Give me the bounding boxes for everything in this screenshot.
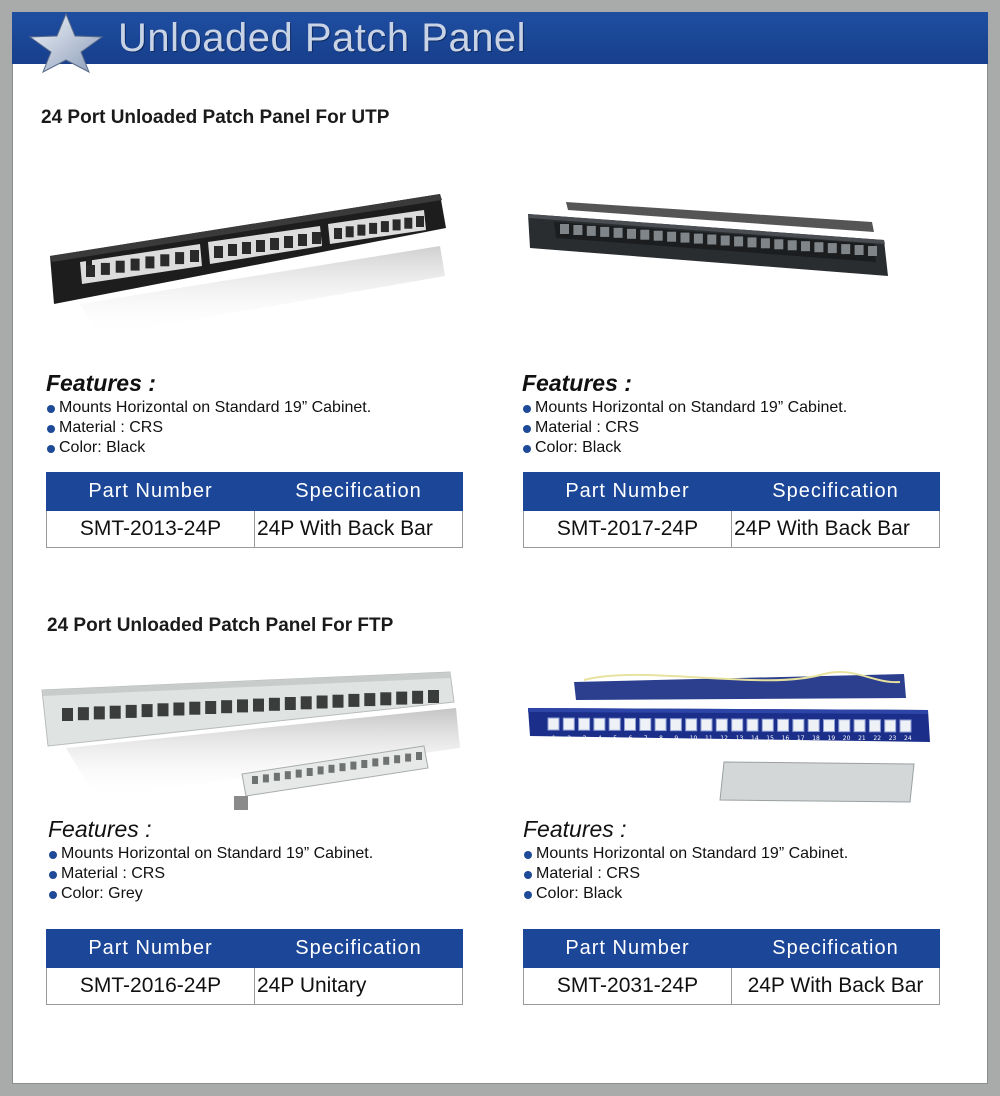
list-item <box>48 844 373 864</box>
port-slot <box>285 697 296 710</box>
port-slot <box>340 763 346 771</box>
port-slot <box>778 719 789 731</box>
star-icon <box>26 10 106 74</box>
port-slot <box>145 256 154 268</box>
column-header-part-number: Part Number <box>524 473 732 511</box>
port-number-label: 9 <box>674 735 679 742</box>
port-slot <box>762 719 773 731</box>
column-header-specification: Specification <box>255 473 463 511</box>
port-slot <box>142 704 153 717</box>
port-slot <box>274 773 280 781</box>
port-number-label: 2 <box>567 735 572 742</box>
feature-text: Mounts Horizontal on Standard 19” Cabinet. <box>61 845 374 862</box>
port-number-label: 19 <box>827 735 836 742</box>
port-slot <box>600 227 609 237</box>
port-slot <box>548 718 559 730</box>
port-slot <box>841 244 850 254</box>
port-slot <box>126 705 137 718</box>
port-slot <box>428 690 439 703</box>
port-slot <box>317 696 328 709</box>
port-slot <box>62 708 73 721</box>
port-slot <box>301 696 312 709</box>
port-slot <box>269 698 280 711</box>
list-item <box>523 844 848 864</box>
table-row <box>524 511 940 548</box>
port-slot <box>312 232 321 244</box>
spec-table <box>46 929 463 1005</box>
port-number-label: 21 <box>858 735 866 742</box>
column-header-part-number: Part Number <box>47 930 255 968</box>
port-slot <box>318 766 324 774</box>
table-row <box>47 968 463 1005</box>
port-slot <box>747 719 758 731</box>
port-slot <box>263 774 269 782</box>
list-item <box>523 884 848 904</box>
port-slot <box>393 219 401 230</box>
section-heading-utp: 24 Port Unloaded Patch Panel For UTP <box>41 107 390 128</box>
port-number-label: 24 <box>904 735 912 742</box>
port-slot <box>285 771 291 779</box>
port-slot <box>158 703 169 716</box>
bullet-dot-icon <box>523 425 531 433</box>
port-slot <box>396 692 407 705</box>
port-slot <box>721 236 730 246</box>
bullet-dot-icon <box>524 891 532 899</box>
port-slot <box>655 719 666 731</box>
feature-text: Color: Grey <box>61 885 143 902</box>
port-number-label: 1 <box>552 735 556 742</box>
feature-text: Material : CRS <box>59 419 164 436</box>
list-item <box>46 438 371 458</box>
feature-list <box>46 398 371 458</box>
port-number-label: 16 <box>781 735 790 742</box>
port-number-label: 15 <box>766 735 774 742</box>
port-number-label: 6 <box>628 735 633 742</box>
bullet-dot-icon <box>49 871 57 879</box>
port-slot <box>372 758 378 766</box>
port-slot <box>237 699 248 712</box>
port-slot <box>228 244 237 256</box>
list-item <box>522 398 847 418</box>
port-slot <box>707 235 716 245</box>
specification-cell: 24P With Back Bar <box>255 511 463 548</box>
port-number-label: 18 <box>812 735 820 742</box>
port-slot <box>296 770 302 778</box>
port-slot <box>346 226 354 237</box>
port-slot <box>855 245 864 255</box>
part-number-cell: SMT-2031-24P <box>524 968 732 1005</box>
port-slot <box>416 216 424 227</box>
list-item <box>48 864 373 884</box>
bullet-dot-icon <box>523 445 531 453</box>
port-slot <box>214 246 223 258</box>
port-slot <box>563 718 574 730</box>
port-slot <box>190 250 199 262</box>
port-slot <box>587 226 596 236</box>
column-header-specification: Specification <box>732 473 940 511</box>
feature-text: Material : CRS <box>61 865 166 882</box>
section-heading-ftp: 24 Port Unloaded Patch Panel For FTP <box>47 615 394 636</box>
port-number-label: 22 <box>873 735 882 742</box>
port-number-label: 7 <box>643 735 648 742</box>
port-slot <box>221 700 232 713</box>
port-slot <box>131 259 140 271</box>
feature-text: Material : CRS <box>535 419 640 436</box>
port-slot <box>681 233 690 243</box>
features-heading: Features : <box>46 370 156 396</box>
port-slot <box>814 242 823 252</box>
part-number-cell: SMT-2013-24P <box>47 511 255 548</box>
port-slot <box>101 263 110 275</box>
port-slot <box>560 224 569 234</box>
port-slot <box>94 706 105 719</box>
list-item <box>522 418 847 438</box>
port-slot <box>110 706 121 719</box>
port-slot <box>640 719 651 731</box>
port-slot <box>357 225 365 236</box>
port-number-label: 4 <box>597 735 602 742</box>
port-slot <box>361 760 367 768</box>
port-slot <box>732 719 743 731</box>
feature-text: Mounts Horizontal on Standard 19” Cabinet. <box>59 399 372 416</box>
port-slot <box>900 720 911 732</box>
port-slot <box>253 699 264 712</box>
column-header-specification: Specification <box>732 930 940 968</box>
port-slot <box>252 776 258 784</box>
features-heading: Features : <box>48 816 152 842</box>
specification-cell: 24P Unitary <box>255 968 463 1005</box>
port-number-label: 20 <box>842 735 851 742</box>
patch-panel-image <box>524 670 934 815</box>
port-slot <box>383 757 389 765</box>
page-title: Unloaded Patch Panel <box>118 16 527 60</box>
port-slot <box>394 755 400 763</box>
feature-text: Color: Black <box>536 885 623 902</box>
port-slot <box>869 720 880 732</box>
feature-list <box>522 398 847 458</box>
port-slot <box>205 701 216 714</box>
list-item <box>523 864 848 884</box>
port-slot <box>333 695 344 708</box>
port-slot <box>686 719 697 731</box>
port-slot <box>369 223 377 234</box>
port-slot <box>334 228 342 239</box>
table-header-row <box>47 473 463 511</box>
port-slot <box>242 242 251 254</box>
bullet-dot-icon <box>47 405 55 413</box>
port-slot <box>412 691 423 704</box>
column-header-part-number: Part Number <box>524 930 732 968</box>
part-number-cell: SMT-2017-24P <box>524 511 732 548</box>
bullet-dot-icon <box>49 851 57 859</box>
port-slot <box>160 254 169 266</box>
port-slot <box>380 692 391 705</box>
table-row <box>47 511 463 548</box>
bullet-dot-icon <box>524 871 532 879</box>
port-slot <box>189 702 200 715</box>
port-slot <box>173 703 184 716</box>
port-slot <box>116 261 125 273</box>
port-number-label: 3 <box>582 735 587 742</box>
port-slot <box>348 694 359 707</box>
port-slot <box>801 241 810 251</box>
port-number-label: 17 <box>796 735 805 742</box>
port-slot <box>381 221 389 232</box>
column-header-part-number: Part Number <box>47 473 255 511</box>
port-slot <box>350 762 356 770</box>
port-slot <box>284 236 293 248</box>
port-slot <box>716 719 727 731</box>
bullet-dot-icon <box>49 891 57 899</box>
table-header-row <box>47 930 463 968</box>
features-heading: Features : <box>522 370 632 396</box>
feature-text: Color: Black <box>59 439 146 456</box>
port-slot <box>298 234 307 246</box>
port-slot <box>614 228 623 238</box>
bullet-dot-icon <box>47 445 55 453</box>
port-slot <box>364 693 375 706</box>
patch-panel-image <box>36 668 464 818</box>
list-item <box>46 418 371 438</box>
port-slot <box>667 232 676 242</box>
port-slot <box>748 237 757 247</box>
port-slot <box>694 234 703 244</box>
port-slot <box>824 720 835 732</box>
feature-text: Color: Black <box>535 439 622 456</box>
feature-list <box>48 844 373 904</box>
title-banner <box>12 12 988 64</box>
port-number-label: 13 <box>735 735 744 742</box>
port-slot <box>793 719 804 731</box>
spec-table <box>523 929 940 1005</box>
port-slot <box>788 240 797 250</box>
bullet-dot-icon <box>524 851 532 859</box>
bullet-dot-icon <box>523 405 531 413</box>
port-slot <box>329 765 335 773</box>
port-slot <box>808 720 819 732</box>
port-slot <box>670 719 681 731</box>
spec-table <box>46 472 463 548</box>
feature-text: Material : CRS <box>536 865 641 882</box>
patch-panel-image <box>524 196 894 284</box>
page-frame <box>12 12 988 1084</box>
port-slot <box>828 243 837 253</box>
port-number-label: 23 <box>888 735 897 742</box>
bullet-dot-icon <box>47 425 55 433</box>
port-slot <box>774 239 783 249</box>
port-number-label: 10 <box>689 735 698 742</box>
spec-table <box>523 472 940 548</box>
port-slot <box>640 230 649 240</box>
list-item <box>46 398 371 418</box>
port-slot <box>609 718 620 730</box>
port-slot <box>404 218 412 229</box>
port-number-label: 11 <box>705 735 713 742</box>
port-number-label: 5 <box>613 735 618 742</box>
patch-panel-image <box>40 186 460 336</box>
port-slot <box>627 229 636 239</box>
table-header-row <box>524 930 940 968</box>
port-slot <box>654 231 663 241</box>
port-slot <box>416 752 422 760</box>
port-number-label: 12 <box>720 735 728 742</box>
features-heading: Features : <box>523 816 627 842</box>
port-slot <box>78 707 89 720</box>
port-slot <box>175 252 184 264</box>
port-slot <box>701 719 712 731</box>
part-number-cell: SMT-2016-24P <box>47 968 255 1005</box>
table-row <box>524 968 940 1005</box>
port-number-label: 8 <box>659 735 663 742</box>
port-slot <box>885 720 896 732</box>
port-number-label: 14 <box>751 735 759 742</box>
port-slot <box>256 240 265 252</box>
specification-cell: 24P With Back Bar <box>732 511 940 548</box>
column-header-specification: Specification <box>255 930 463 968</box>
port-slot <box>405 754 411 762</box>
port-slot <box>839 720 850 732</box>
feature-text: Mounts Horizontal on Standard 19” Cabinet. <box>535 399 848 416</box>
port-slot <box>573 225 582 235</box>
table-header-row <box>524 473 940 511</box>
port-slot <box>734 236 743 246</box>
port-slot <box>625 718 636 730</box>
port-slot <box>86 265 95 277</box>
list-item <box>522 438 847 458</box>
port-slot <box>854 720 865 732</box>
port-slot <box>270 238 279 250</box>
feature-list <box>523 844 848 904</box>
specification-cell: 24P With Back Bar <box>732 968 940 1005</box>
port-slot <box>307 768 313 776</box>
port-slot <box>594 718 605 730</box>
feature-text: Mounts Horizontal on Standard 19” Cabinet. <box>536 845 849 862</box>
port-slot <box>761 238 770 248</box>
port-slot <box>579 718 590 730</box>
port-slot <box>868 246 877 256</box>
list-item <box>48 884 373 904</box>
